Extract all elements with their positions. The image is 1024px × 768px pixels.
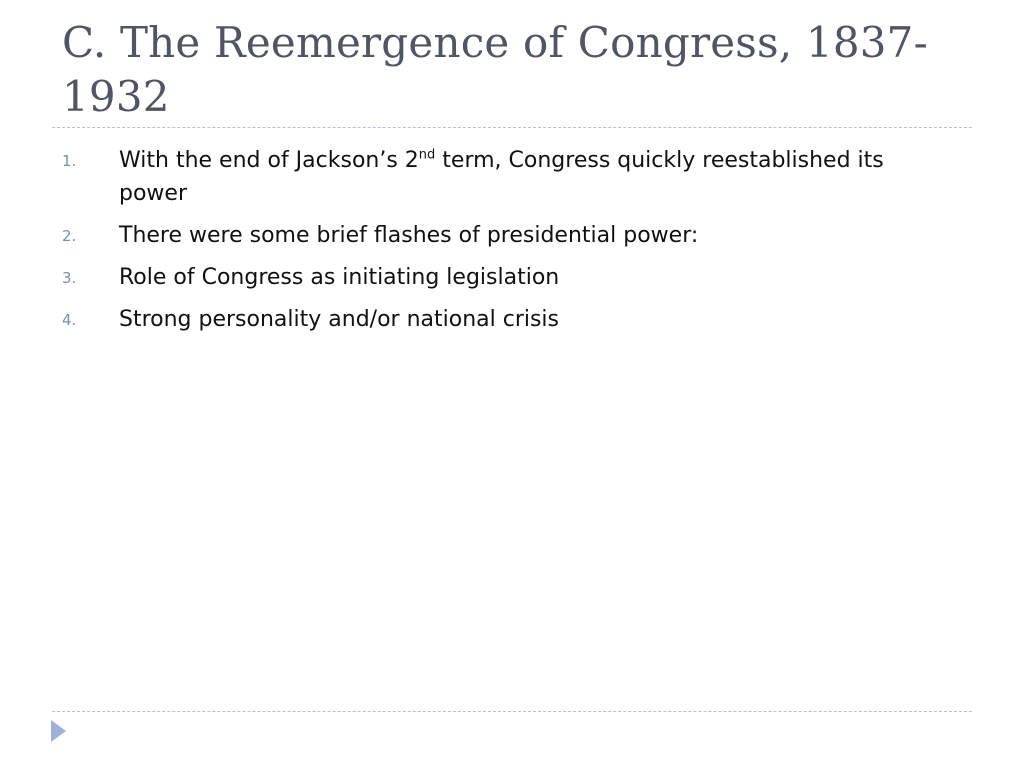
list-item-number: 4. [62,311,77,329]
list-item-text: There were some brief flashes of presidential power: [119,223,699,248]
list-item-text [119,148,884,206]
footer-divider [52,711,972,712]
list-item-number: 2. [62,227,77,245]
list-item-text: Strong personality and/or national crisis [119,307,560,332]
list-item-text-before: With the end of Jackson’s 2 [119,148,419,173]
list-item-text: Role of Congress as initiating legislation [119,265,560,290]
list-item-number: 3. [62,269,77,287]
title-divider [52,127,972,128]
play-triangle-icon[interactable] [51,720,66,742]
list-item [62,303,942,336]
numbered-list [62,144,942,345]
list-item [62,144,942,210]
list-item-number: 1. [62,152,77,170]
list-item-text-after: term, Congress quickly reestablished its power [119,148,884,206]
list-item [62,219,942,252]
slide-title: C. The Reemergence of Congress, 1837-1932 [62,18,928,121]
list-item [62,261,942,294]
ordinal-superscript: nd [418,147,436,163]
